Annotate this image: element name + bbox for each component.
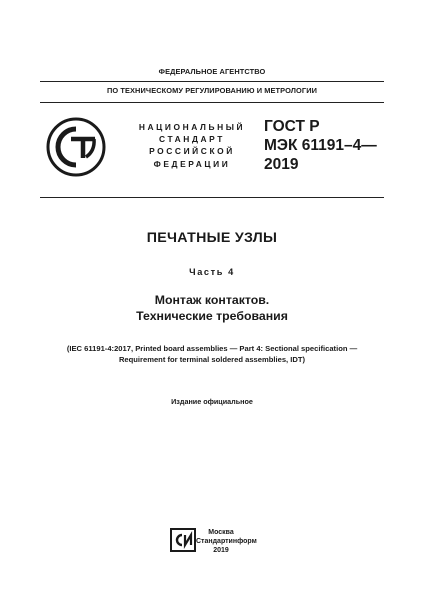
national-line: НАЦИОНАЛЬНЫЙ — [138, 122, 246, 132]
subtitle-line: Монтаж контактов. — [154, 293, 270, 307]
imprint-year: 2019 — [213, 547, 229, 554]
international-line: (IEC 61191-4:2017, Printed board assemblies — Part 4: Sectional specification — — [66, 344, 358, 353]
subtitle-line: Технические требования — [136, 309, 288, 323]
agency-name-line1: ФЕДЕРАЛЬНОЕ АГЕНТСТВО — [158, 67, 266, 76]
international-equivalent — [0, 343, 424, 365]
divider-top — [40, 81, 384, 82]
national-line: СТАНДАРТ — [159, 134, 225, 145]
imprint-publisher: Стандартинформ — [196, 538, 257, 545]
document-subtitle — [0, 292, 424, 324]
standard-code-line: 2019 — [264, 156, 299, 173]
gost-emblem-icon — [46, 117, 106, 177]
imprint-city: Москва — [208, 529, 234, 536]
national-line: РОССИЙСКОЙ — [149, 146, 235, 157]
international-line: Requirement for terminal soldered assemblies, IDT) — [118, 355, 306, 364]
national-standard-label — [134, 121, 250, 170]
national-line: ФЕДЕРАЦИИ — [153, 158, 231, 169]
document-title: ПЕЧАТНЫЕ УЗЛЫ — [146, 230, 278, 246]
standartinform-logo-icon — [170, 528, 196, 552]
publisher-imprint — [196, 528, 257, 555]
part-number: Часть 4 — [189, 267, 235, 277]
standard-code — [264, 117, 377, 174]
standard-code-line: ГОСТ Р — [264, 118, 320, 135]
edition-label: Издание официальное — [171, 397, 253, 406]
agency-name-line2: ПО ТЕХНИЧЕСКОМУ РЕГУЛИРОВАНИЮ И МЕТРОЛОГИИ — [106, 86, 318, 95]
divider-header — [40, 102, 384, 103]
divider-standard — [40, 197, 384, 198]
standard-code-line: МЭК 61191–4— — [264, 137, 377, 154]
